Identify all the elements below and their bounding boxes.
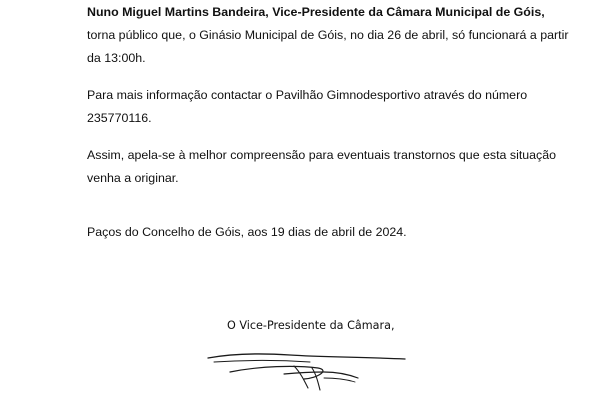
notice-paragraph-1-line-2: torna público que, o Ginásio Municipal de Góis, no dia 26 de abril, só funcionará a partir [87, 28, 569, 42]
place-date-line: Paços do Concelho de Góis, aos 19 dias de abril de 2024. [87, 225, 407, 239]
notice-paragraph-3-line-2: venha a originar. [87, 171, 179, 185]
notice-heading: Nuno Miguel Martins Bandeira, Vice-Presidente da Câmara Municipal de Góis, [87, 5, 545, 19]
notice-paragraph-3-line-1: Assim, apela-se à melhor compreensão para eventuais transtornos que esta situação [87, 148, 557, 162]
notice-paragraph-2-line-1: Para mais informação contactar o Pavilhão Gimnodesportivo através do número [87, 88, 528, 102]
signoff-title: O Vice-Presidente da Câmara, [227, 319, 395, 332]
handwritten-signature [200, 348, 420, 400]
notice-paragraph-1-line-3: da 13:00h. [87, 51, 146, 65]
notice-paragraph-2-line-2: 235770116. [87, 111, 152, 125]
